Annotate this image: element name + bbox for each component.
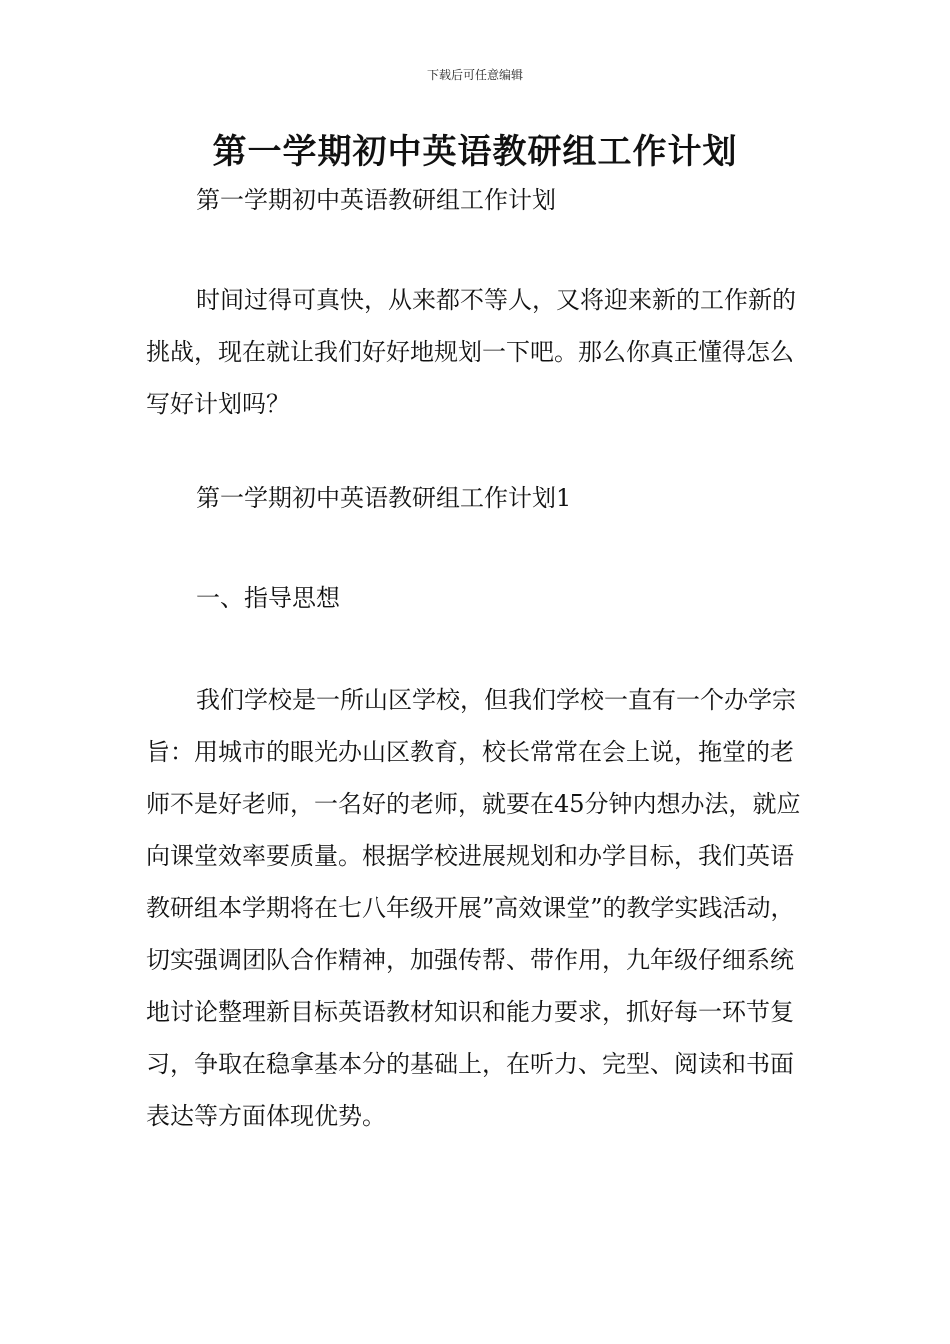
header-note: 下载后可任意编辑 [426,68,523,82]
document-subtitle: 第一学期初中英语教研组工作计划 [196,186,556,214]
plan-heading: 第一学期初中英语教研组工作计划1 [196,484,572,512]
section-body-paragraph: 我们学校是一所山区学校，但我们学校一直有一个办学宗旨：用城市的眼光办山区教育，校长常常在会上说，拖堂的老师不是好老师，一名好的老师，就要在45分钟内想办法，就应向课堂效率要质量。根据学校进展规划和办学目标，我们英语教研组本学期将在七八年级开展”高效课堂”的教学实践活动，切实强调团队合作精神，加强传帮、带作用，九年级仔细系统地讨论整理新目标英语教材知识和能力要求，抓好每一环节复习，争取在稳拿基本分的基础上，在听力、完型、阅读和书面表达等方面体现优势。 [146,686,801,1130]
section-heading: 一、指导思想 [196,584,340,612]
intro-paragraph: 时间过得可真快，从来都不等人，又将迎来新的工作新的挑战，现在就让我们好好地规划一下吧。那么你真正懂得怎么写好计划吗？ [146,286,796,418]
document-title: 第一学期初中英语教研组工作计划 [212,132,738,172]
